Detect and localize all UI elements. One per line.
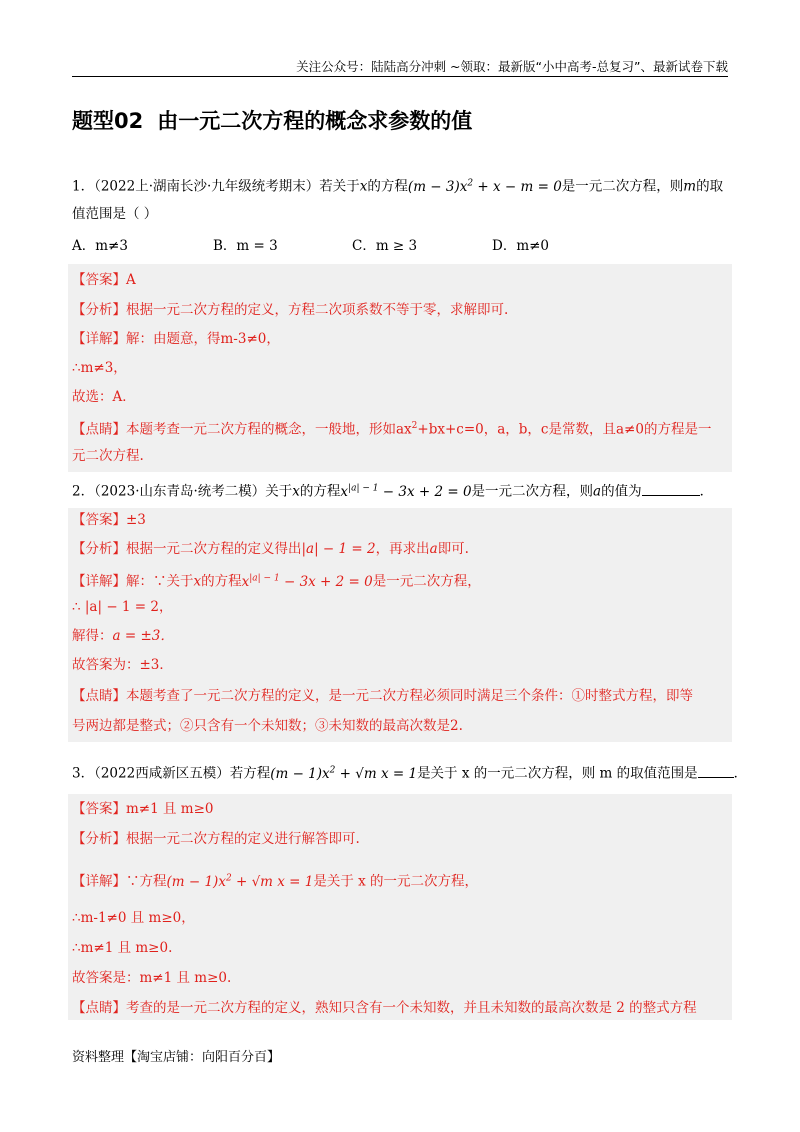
q1-number: 1． [72,178,95,195]
q2-line1: 2．（2023·山东青岛·统考二模）关于x的方程$x^{|a| - 1} - 3x + 2 = 0$是一元二次方程，则a的值为 ． [72,478,728,502]
q3-detail-2: ∴m-1≠0 且 m≥0， [72,910,195,926]
q2-analysis: 【分析】根据一元二次方程的定义得出|a| − 1 = 2，再求出a即可. [72,541,469,557]
q3-tail: 是关于 x 的一元二次方程，则 m 的取值范围是 [417,765,698,782]
q1-var-x: x [359,178,368,195]
q1-comment-line1: 【点睛】本题考查一元二次方程的概念，一般地，形如$ax^2+bx+c=0$，a，b，c是常数，且a≠0的方程是一 [72,421,712,438]
q1-source: （2022上·湖南长沙·九年级统考期末）若关于 [94,178,360,195]
q1-option-a: A．m≠3 [72,238,128,254]
q1-option-c: C．m ≥ 3 [352,238,418,254]
q1-detail-2: ∴m≠3， [72,360,127,376]
q2-answer-blank [642,481,700,496]
q1-var-m: m [683,178,697,195]
q1-line1 [72,173,728,197]
q2-number: 2． [72,483,95,500]
q1-detail-1: 【详解】解：由题意，得m-3≠0， [72,331,280,347]
q2-mid: 的方程 [299,483,341,500]
q1-analysis: 【分析】根据一元二次方程的定义，方程二次项系数不等于零，求解即可. [72,302,509,318]
q2-source: （2023·山东青岛·统考二模）关于 [94,483,293,500]
q1-equation: $(m - 3)x^2 + x - m = 0$ [407,178,562,195]
q2-equation: $x^{|a| - 1} - 3x + 2 = 0$ [340,483,472,500]
q3-detail-4: 故答案是：m≠1 且 m≥0. [72,970,232,986]
q1-tail: 是一元二次方程，则 [561,178,684,195]
q2-tail2: 的值为 [601,483,642,500]
q3-answer-blank [698,763,734,778]
q2-comment-line1: 【点睛】本题考查了一元二次方程的定义，是一元二次方程必须同时满足三个条件：①时整式方程，即等 [72,688,693,704]
q2-detail-4: 故答案为：±3． [72,657,173,673]
q2-tail: 是一元二次方程，则 [471,483,594,500]
q1-comment-line2: 元二次方程. [72,448,144,464]
q3-source: （2022西咸新区五模）若方程 [94,765,271,782]
q3-comment: 【点睛】考查的是一元二次方程的定义，熟知只含有一个未知数，并且未知数的最高次数是 2 的整式方程 [72,1000,697,1016]
q2-detail-2: ∴ |a| − 1 = 2， [72,599,173,615]
q1-option-b: B．m = 3 [213,238,278,254]
q1-tail2: 的取 [696,178,724,195]
q3-detail-3: ∴m≠1 且 m≥0. [72,940,173,956]
q2-var-a: a [593,483,602,500]
q1-line2: 值范围是（ ） [72,206,158,222]
q3-equation: $(m - 1)x^2 + √m$ x = 1 [270,765,418,782]
page-header [72,54,728,77]
header-text: 关注公众号：陆陆高分冲刺 ~领取：最新版“小中高考-总复习”、最新试卷下载 [296,59,728,74]
q3-line1: 3．（2022西咸新区五模）若方程$(m - 1)x^2 + √m$ x = 1是关于 x 的一元二次方程，则 m 的取值范围是 ． [72,760,728,784]
q1-mid: 的方程 [367,178,408,195]
q2-comment-line2: 号两边都是整式；②只含有一个未知数；③未知数的最高次数是2. [72,718,463,734]
q2-detail-1: 【详解】解：∵关于x的方程$x^{|a| - 1} - 3x + 2 = 0$是一元二次方程， [72,573,481,590]
title-text: 由一元二次方程的概念求参数的值 [157,109,473,133]
title-prefix: 题型02 [72,109,144,133]
page-footer: 资料整理【淘宝店铺：向阳百分百】 [72,1050,281,1065]
q3-detail-1: 【详解】∵方程$(m - 1)x^2 + √m$ x = 1是关于 x 的一元二次方程， [72,873,479,890]
q1-detail-3: 故选：A． [72,389,136,405]
q2-var-x: x [292,483,300,500]
q3-analysis: 【分析】根据一元二次方程的定义进行解答即可. [72,831,360,847]
q1-answer-block [68,264,732,472]
q2-detail-3: 解得：a = ±3． [72,628,174,644]
page-title [72,105,472,135]
q2-answer: 【答案】±3 [72,512,146,528]
q1-option-d: D．m≠0 [492,238,550,254]
q3-answer: 【答案】m≠1 且 m≥0 [72,801,214,817]
q3-number: 3． [72,765,95,782]
q1-answer: 【答案】A [72,272,136,288]
